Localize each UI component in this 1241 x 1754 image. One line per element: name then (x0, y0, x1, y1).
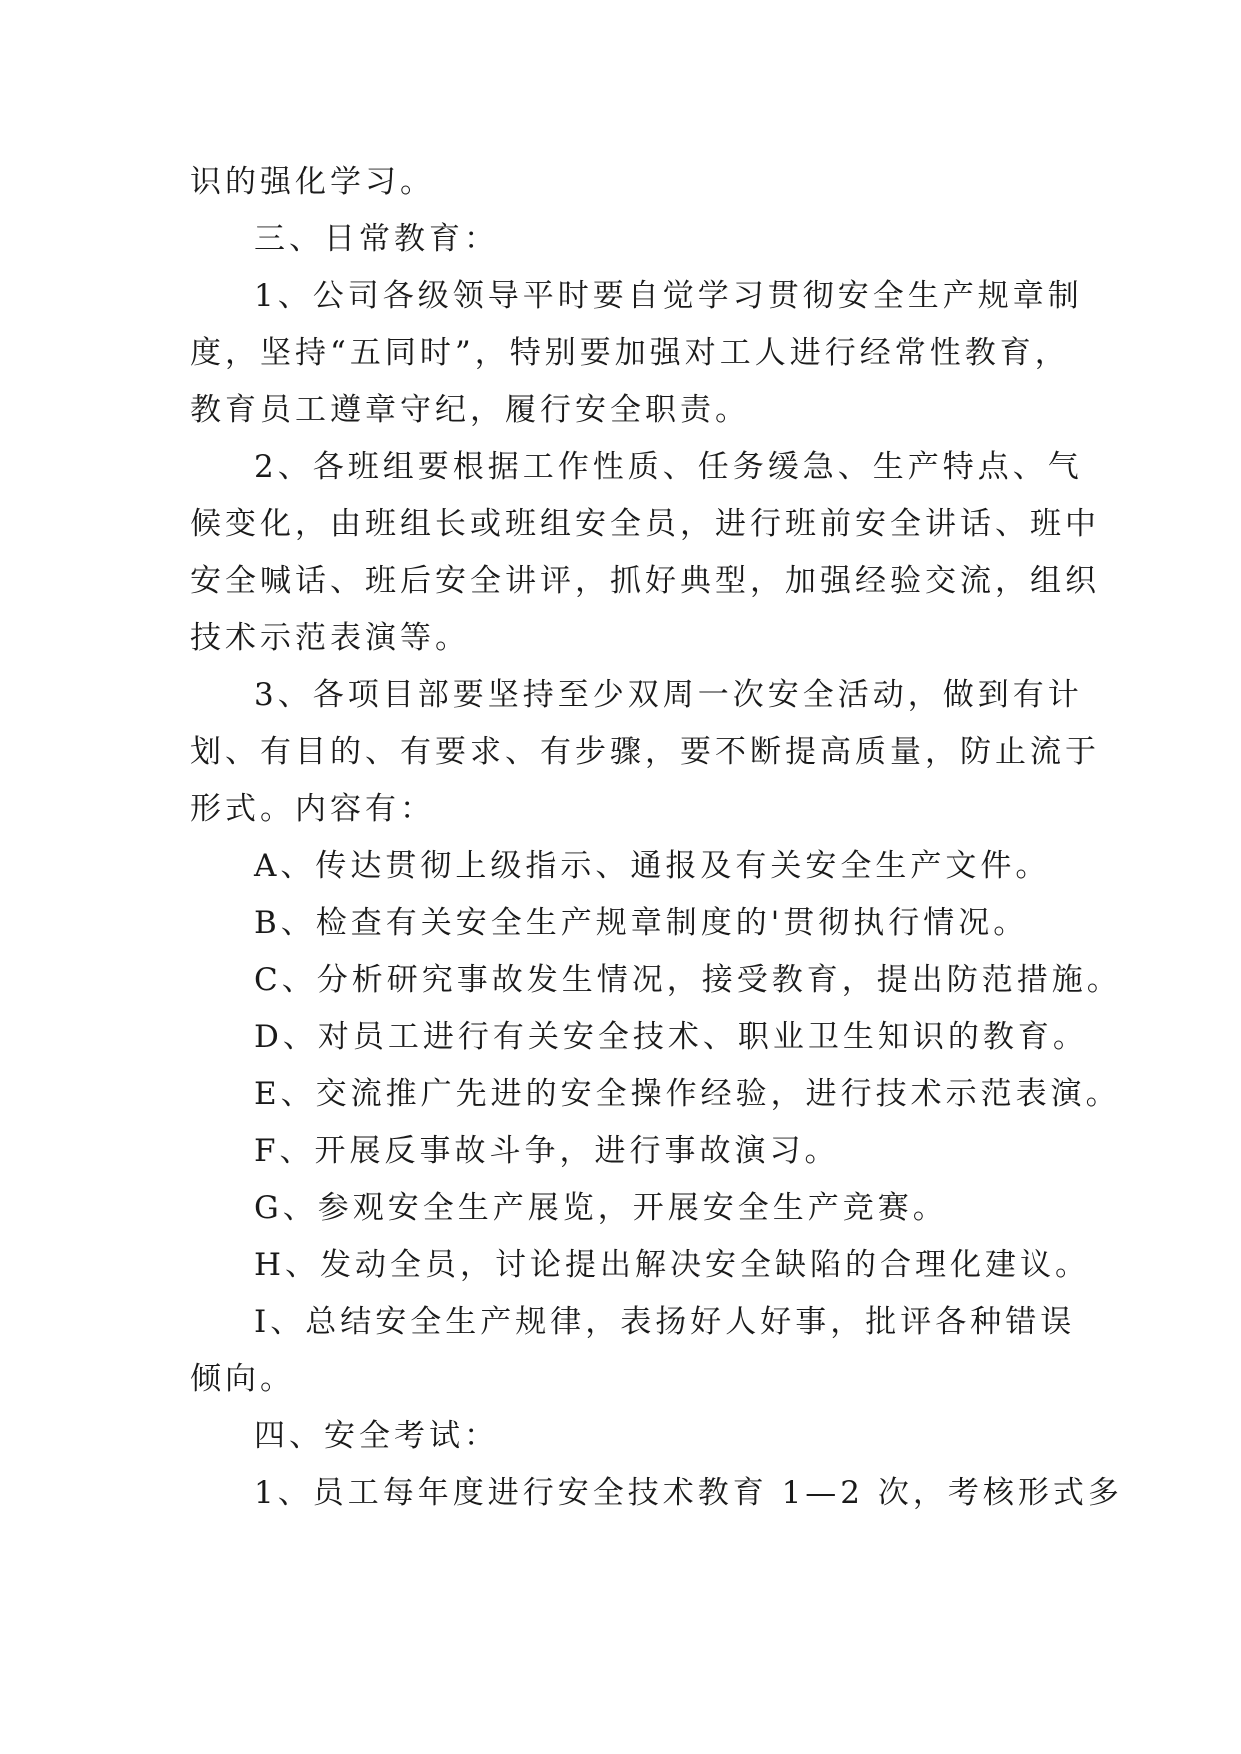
text-line: 形式。内容有： (190, 791, 435, 827)
section-heading: 四、安全考试： (254, 1418, 499, 1454)
text-line: 倾向。 (190, 1361, 295, 1397)
text-line: 3、各项目部要坚持至少双周一次安全活动，做到有计 (254, 677, 1083, 713)
list-item: B、检查有关安全生产规章制度的'贯彻执行情况。 (254, 905, 1029, 941)
list-item: D、对员工进行有关安全技术、职业卫生知识的教育。 (254, 1019, 1088, 1055)
list-item: F、开展反事故斗争，进行事故演习。 (254, 1133, 840, 1169)
text-line: 识的强化学习。 (190, 164, 435, 200)
list-item: I、总结安全生产规律，表扬好人好事，批评各种错误 (254, 1304, 1076, 1340)
text-line: 教育员工遵章守纪，履行安全职责。 (190, 392, 750, 428)
text-line: 度，坚持“五同时”，特别要加强对工人进行经常性教育， (190, 335, 1070, 371)
list-item: G、参观安全生产展览，开展安全生产竞赛。 (254, 1190, 948, 1226)
list-item: A、传达贯彻上级指示、通报及有关安全生产文件。 (254, 848, 1051, 884)
text-line: 1、公司各级领导平时要自觉学习贯彻安全生产规章制 (254, 278, 1083, 314)
list-item: C、分析研究事故发生情况，接受教育，提出防范措施。 (254, 962, 1122, 998)
text-line: 划、有目的、有要求、有步骤，要不断提高质量，防止流于 (190, 734, 1100, 770)
text-line: 候变化，由班组长或班组安全员，进行班前安全讲话、班中 (190, 506, 1100, 542)
list-item: E、交流推广先进的安全操作经验，进行技术示范表演。 (254, 1076, 1121, 1112)
text-line: 1、员工每年度进行安全技术教育 1—2 次，考核形式多 (254, 1475, 1123, 1511)
text-line: 2、各班组要根据工作性质、任务缓急、生产特点、气 (254, 449, 1083, 485)
text-line: 技术示范表演等。 (190, 620, 470, 656)
section-heading: 三、日常教育： (254, 221, 499, 257)
text-line: 安全喊话、班后安全讲评，抓好典型，加强经验交流，组织 (190, 563, 1100, 599)
list-item: H、发动全员，讨论提出解决安全缺陷的合理化建议。 (254, 1247, 1091, 1283)
